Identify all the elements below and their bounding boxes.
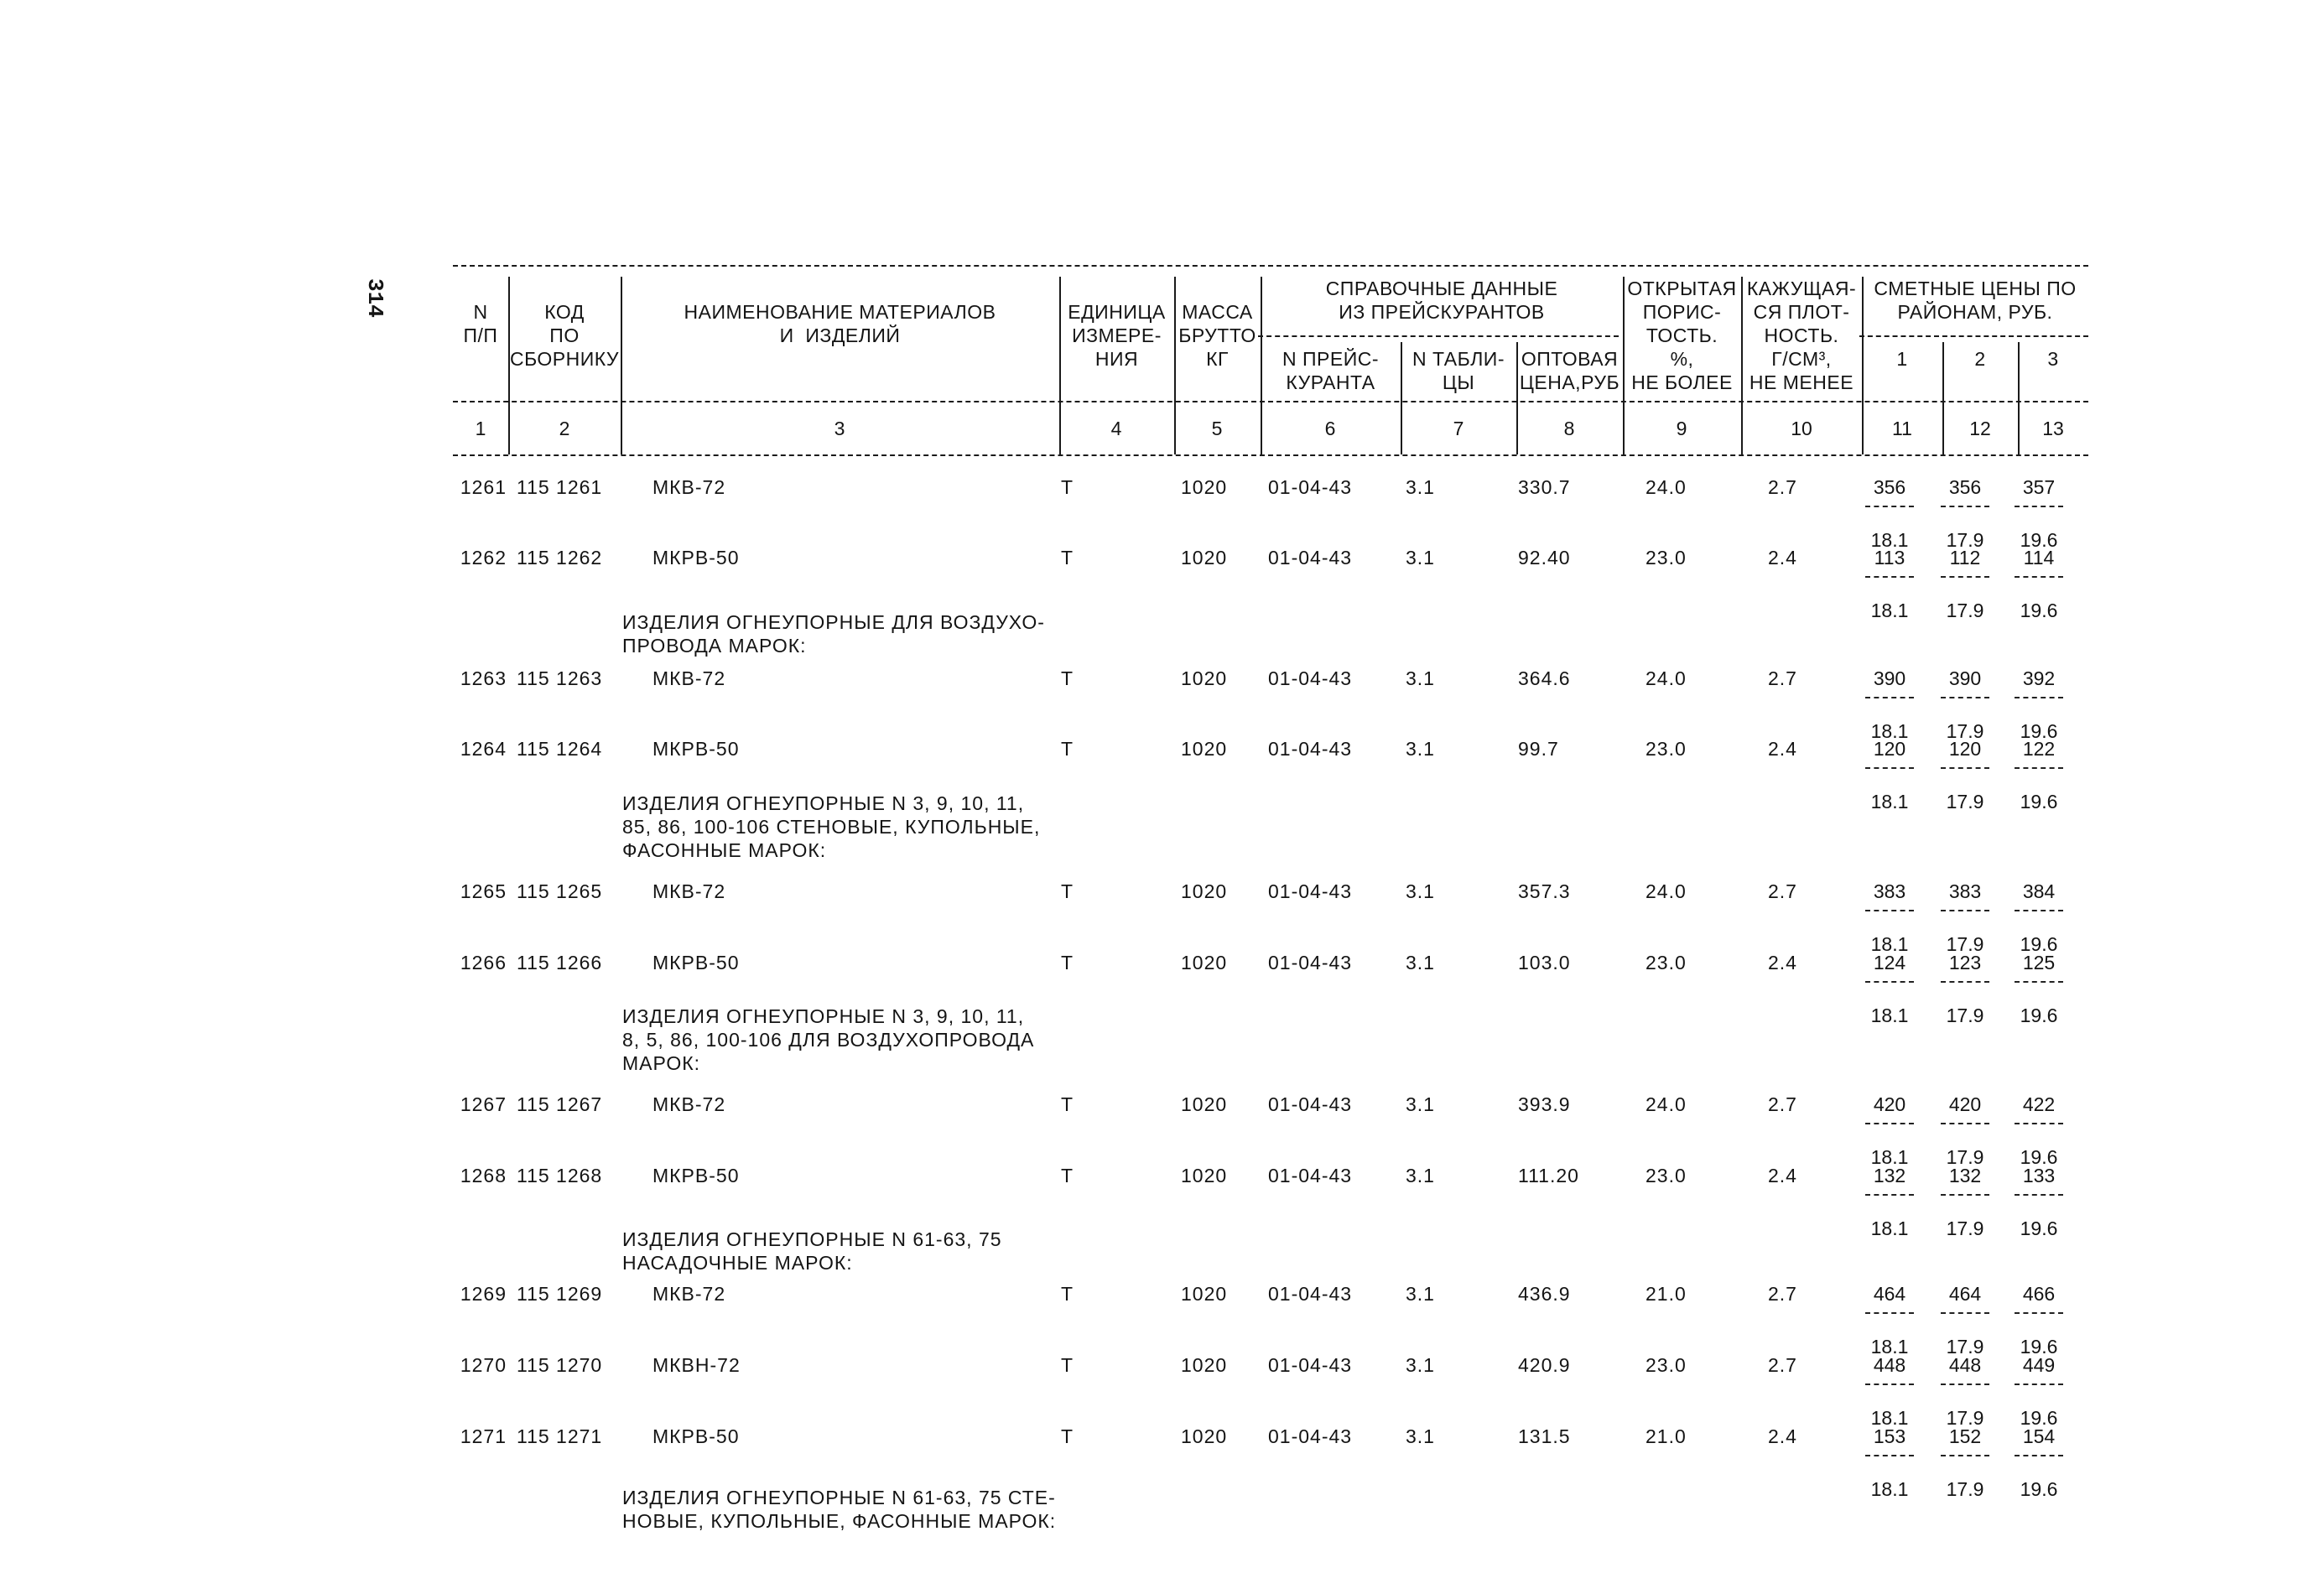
header-col3: НАИМЕНОВАНИЕ МАТЕРИАЛОВ И ИЗДЕЛИЙ (684, 301, 996, 346)
cell-name: МКРВ-50 (652, 547, 740, 568)
regional-price-value: 114 (2023, 547, 2055, 568)
column-number: 5 (1211, 418, 1223, 439)
regional-price-value: 383 (1873, 880, 1906, 902)
fraction-bar (1865, 1312, 1914, 1314)
fraction-bar (1865, 1455, 1914, 1456)
regional-price (1936, 547, 1994, 622)
cell-price: 364.6 (1518, 667, 1571, 689)
cell-price: 131.5 (1518, 1425, 1571, 1447)
column-number: 2 (559, 418, 570, 439)
regional-price (2009, 1425, 2068, 1501)
header-col1: N П/П (463, 301, 498, 346)
cell-price: 330.7 (1518, 476, 1571, 498)
regional-coefficient: 19.6 (2020, 791, 2058, 812)
cell-mass: 1020 (1181, 1283, 1228, 1305)
regional-coefficient: 18.1 (1870, 933, 1909, 955)
cell-price: 103.0 (1518, 952, 1571, 973)
regional-coefficient: 19.6 (2020, 720, 2058, 742)
group-heading: ИЗДЕЛИЯ ОГНЕУПОРНЫЕ ДЛЯ ВОЗДУХО- ПРОВОДА МАРОК: (622, 611, 1045, 657)
fraction-bar (1941, 697, 1989, 698)
regional-coefficient: 18.1 (1870, 1478, 1909, 1500)
cell-code: 115 1262 (517, 547, 603, 568)
cell-por: 23.0 (1646, 547, 1687, 568)
regional-price (1936, 738, 1994, 813)
regional-price (1936, 476, 1994, 552)
regional-price-value: 153 (1873, 1425, 1906, 1447)
regional-price-value: 392 (2022, 667, 2056, 689)
fraction-bar (1941, 576, 1989, 578)
regional-coefficient: 19.6 (2020, 1217, 2058, 1239)
cell-pk: 01-04-43 (1268, 1165, 1353, 1186)
regional-price (2009, 1283, 2068, 1358)
regional-coefficient: 19.6 (2020, 1005, 2058, 1026)
header-col5: МАССА БРУТТО КГ (1178, 301, 1256, 370)
cell-unit: Т (1061, 880, 1074, 902)
cell-mass: 1020 (1181, 1425, 1228, 1447)
regional-price (2009, 880, 2068, 956)
fraction-bar (1865, 1123, 1914, 1124)
regional-coefficient: 17.9 (1946, 1407, 1984, 1429)
cell-name: МКВ-72 (652, 880, 726, 902)
cell-mass: 1020 (1181, 1165, 1228, 1186)
regional-price-value: 152 (1948, 1425, 1982, 1447)
regional-price-value: 448 (1948, 1354, 1982, 1376)
regional-coefficient: 17.9 (1946, 791, 1984, 812)
cell-name: МКРВ-50 (652, 738, 740, 760)
regional-coefficient: 17.9 (1946, 600, 1984, 621)
regional-coefficient: 17.9 (1946, 1217, 1984, 1239)
cell-name: МКВ-72 (652, 667, 726, 689)
regional-price-value: 449 (2022, 1354, 2056, 1376)
cell-por: 24.0 (1646, 880, 1687, 902)
cell-por: 24.0 (1646, 667, 1687, 689)
fraction-bar (2015, 1455, 2063, 1456)
cell-pk: 01-04-43 (1268, 476, 1353, 498)
regional-coefficient: 18.1 (1870, 1146, 1909, 1168)
regional-coefficient: 17.9 (1946, 1146, 1984, 1168)
price-table (453, 260, 2088, 1560)
fraction-bar (1941, 910, 1989, 911)
cell-pk: 01-04-43 (1268, 952, 1353, 973)
column-number: 7 (1453, 418, 1464, 439)
cell-por: 23.0 (1646, 1354, 1687, 1376)
cell-n: 1270 (460, 1354, 507, 1376)
regional-coefficient: 18.1 (1870, 1217, 1909, 1239)
regional-price (1936, 880, 1994, 956)
cell-tab: 3.1 (1406, 952, 1435, 973)
cell-pk: 01-04-43 (1268, 1283, 1353, 1305)
header-col13: 3 (2047, 348, 2059, 370)
fraction-bar (2015, 767, 2063, 769)
fraction-bar (2015, 1194, 2063, 1196)
cell-unit: Т (1061, 1354, 1074, 1376)
fraction-bar (1865, 576, 1914, 578)
fraction-bar (2015, 1123, 2063, 1124)
column-number: 1 (475, 418, 486, 439)
cell-tab: 3.1 (1406, 1165, 1435, 1186)
cell-dens: 2.7 (1768, 667, 1797, 689)
cell-por: 23.0 (1646, 738, 1687, 760)
cell-pk: 01-04-43 (1268, 1354, 1353, 1376)
cell-tab: 3.1 (1406, 1354, 1435, 1376)
regional-price (2009, 667, 2068, 743)
fraction-bar (1941, 767, 1989, 769)
cell-por: 24.0 (1646, 1093, 1687, 1115)
regional-price-value: 390 (1948, 667, 1982, 689)
fraction-bar (1941, 1123, 1989, 1124)
cell-dens: 2.4 (1768, 952, 1797, 973)
cell-mass: 1020 (1181, 1354, 1228, 1376)
fraction-bar (1865, 910, 1914, 911)
cell-unit: Т (1061, 667, 1074, 689)
cell-unit: Т (1061, 547, 1074, 568)
regional-price-value: 357 (2022, 476, 2056, 498)
cell-code: 115 1261 (517, 476, 603, 498)
cell-price: 420.9 (1518, 1354, 1571, 1376)
regional-price (1936, 1165, 1994, 1240)
cell-pk: 01-04-43 (1268, 880, 1353, 902)
cell-pk: 01-04-43 (1268, 738, 1353, 760)
regional-coefficient: 18.1 (1870, 791, 1909, 812)
header-group-regions: СМЕТНЫЕ ЦЕНЫ ПО РАЙОНАМ, РУБ. (1874, 278, 2077, 323)
cell-mass: 1020 (1181, 547, 1228, 568)
regional-price-value: 356 (1873, 476, 1906, 498)
regional-coefficient: 18.1 (1870, 720, 1909, 742)
cell-name: МКРВ-50 (652, 952, 740, 973)
fraction-bar (2015, 910, 2063, 911)
cell-unit: Т (1061, 738, 1074, 760)
cell-code: 115 1270 (517, 1354, 603, 1376)
regional-coefficient: 17.9 (1946, 720, 1984, 742)
fraction-bar (1941, 981, 1989, 983)
group-heading: ИЗДЕЛИЯ ОГНЕУПОРНЫЕ N 61-63, 75 НАСАДОЧНЫЕ МАРОК: (622, 1228, 1002, 1274)
regional-coefficient: 18.1 (1870, 1407, 1909, 1429)
fraction-bar (1865, 697, 1914, 698)
fraction-bar (1865, 1384, 1914, 1385)
header-col11: 1 (1896, 348, 1908, 370)
cell-n: 1264 (460, 738, 507, 760)
header-col10: КАЖУЩАЯ- СЯ ПЛОТ- НОСТЬ. Г/СМ³, НЕ МЕНЕЕ (1746, 278, 1857, 393)
regional-price (2009, 738, 2068, 813)
regional-price (1936, 1093, 1994, 1169)
cell-n: 1271 (460, 1425, 507, 1447)
regional-price (1936, 1283, 1994, 1358)
cell-por: 21.0 (1646, 1425, 1687, 1447)
header-col12: 2 (1974, 348, 1986, 370)
header-col9: ОТКРЫТАЯ ПОРИС- ТОСТЬ. %, НЕ БОЛЕЕ (1627, 278, 1737, 393)
cell-n: 1268 (460, 1165, 507, 1186)
cell-unit: Т (1061, 1093, 1074, 1115)
cell-tab: 3.1 (1406, 1283, 1435, 1305)
regional-price-value: 464 (1873, 1283, 1906, 1305)
regional-price (1936, 1354, 1994, 1430)
regional-price (1860, 738, 1919, 813)
cell-name: МКВ-72 (652, 476, 726, 498)
cell-unit: Т (1061, 1165, 1074, 1186)
regional-coefficient: 19.6 (2020, 600, 2058, 621)
cell-dens: 2.7 (1768, 1093, 1797, 1115)
regional-coefficient: 19.6 (2020, 1478, 2058, 1500)
cell-dens: 2.4 (1768, 738, 1797, 760)
cell-dens: 2.7 (1768, 1283, 1797, 1305)
cell-por: 23.0 (1646, 952, 1687, 973)
regional-price (2009, 476, 2068, 552)
cell-tab: 3.1 (1406, 738, 1435, 760)
cell-por: 23.0 (1646, 1165, 1687, 1186)
regional-price-value: 124 (1873, 952, 1906, 973)
regional-price (1860, 547, 1919, 622)
column-number: 9 (1676, 418, 1687, 439)
column-number: 3 (834, 418, 845, 439)
regional-coefficient: 17.9 (1946, 933, 1984, 955)
cell-code: 115 1264 (517, 738, 603, 760)
regional-price-value: 466 (2022, 1283, 2056, 1305)
cell-price: 436.9 (1518, 1283, 1571, 1305)
fraction-bar (1941, 1384, 1989, 1385)
cell-unit: Т (1061, 1283, 1074, 1305)
regional-price (2009, 1165, 2068, 1240)
regional-coefficient: 18.1 (1870, 1005, 1909, 1026)
regional-price-value: 356 (1948, 476, 1982, 498)
fraction-bar (1865, 1194, 1914, 1196)
regional-price-value: 133 (2022, 1165, 2056, 1186)
regional-price-value: 122 (2022, 738, 2056, 760)
regional-price (1860, 476, 1919, 552)
group-heading: ИЗДЕЛИЯ ОГНЕУПОРНЫЕ N 3, 9, 10, 11, 8, 5, 86, 100-106 ДЛЯ ВОЗДУХОПРОВОДА МАРОК: (622, 1005, 1035, 1074)
regional-coefficient: 17.9 (1946, 529, 1984, 551)
cell-price: 393.9 (1518, 1093, 1571, 1115)
cell-code: 115 1267 (517, 1093, 603, 1115)
cell-mass: 1020 (1181, 952, 1228, 973)
cell-dens: 2.7 (1768, 880, 1797, 902)
regional-price (1860, 1354, 1919, 1430)
cell-unit: Т (1061, 476, 1074, 498)
regional-price-value: 123 (1948, 952, 1982, 973)
header-subgroup-rule (1258, 335, 1619, 337)
cell-tab: 3.1 (1406, 667, 1435, 689)
regional-coefficient: 19.6 (2020, 1407, 2058, 1429)
cell-code: 115 1269 (517, 1283, 603, 1305)
cell-n: 1263 (460, 667, 507, 689)
regional-price-value: 448 (1873, 1354, 1906, 1376)
cell-mass: 1020 (1181, 738, 1228, 760)
cell-pk: 01-04-43 (1268, 1093, 1353, 1115)
column-number: 11 (1892, 418, 1912, 439)
fraction-bar (2015, 1312, 2063, 1314)
cell-dens: 2.7 (1768, 476, 1797, 498)
regional-price-value: 422 (2022, 1093, 2056, 1115)
group-heading: ИЗДЕЛИЯ ОГНЕУПОРНЫЕ N 3, 9, 10, 11, 85, 86, 100-106 СТЕНОВЫЕ, КУПОЛЬНЫЕ, ФАСОННЫЕ МАРОК: (622, 792, 1041, 861)
regional-price (1860, 1093, 1919, 1169)
cell-mass: 1020 (1181, 1093, 1228, 1115)
regional-price-value: 154 (2022, 1425, 2056, 1447)
regional-price (1936, 667, 1994, 743)
regional-price-value: 390 (1873, 667, 1906, 689)
cell-price: 357.3 (1518, 880, 1571, 902)
column-number: 12 (1969, 418, 1991, 439)
regional-price (2009, 1093, 2068, 1169)
regional-coefficient: 17.9 (1946, 1005, 1984, 1026)
fraction-bar (2015, 697, 2063, 698)
regional-price-value: 120 (1873, 738, 1906, 760)
regional-price (1860, 667, 1919, 743)
cell-por: 21.0 (1646, 1283, 1687, 1305)
regional-price (1936, 1425, 1994, 1501)
cell-mass: 1020 (1181, 880, 1228, 902)
regional-price (1860, 1425, 1919, 1501)
fraction-bar (2015, 576, 2063, 578)
cell-n: 1269 (460, 1283, 507, 1305)
cell-tab: 3.1 (1406, 547, 1435, 568)
column-number: 6 (1324, 418, 1336, 439)
cell-code: 115 1266 (517, 952, 603, 973)
header-col4: ЕДИНИЦА ИЗМЕРЕ- НИЯ (1068, 301, 1166, 370)
cell-n: 1265 (460, 880, 507, 902)
regional-price-value: 464 (1948, 1283, 1982, 1305)
cell-code: 115 1268 (517, 1165, 603, 1186)
regional-price (2009, 1354, 2068, 1430)
column-number: 13 (2042, 418, 2064, 439)
header-col7: N ТАБЛИ- ЦЫ (1412, 348, 1505, 393)
header-subgroup-rule-regions (1859, 335, 2088, 337)
cell-dens: 2.7 (1768, 1354, 1797, 1376)
fraction-bar (1941, 506, 1989, 507)
fraction-bar (2015, 1384, 2063, 1385)
regional-price (1860, 1283, 1919, 1358)
regional-price (1860, 880, 1919, 956)
fraction-bar (1941, 1312, 1989, 1314)
cell-name: МКВ-72 (652, 1283, 726, 1305)
cell-por: 24.0 (1646, 476, 1687, 498)
column-number: 4 (1110, 418, 1122, 439)
fraction-bar (1941, 1194, 1989, 1196)
cell-unit: Т (1061, 952, 1074, 973)
regional-coefficient: 19.6 (2020, 529, 2058, 551)
regional-price (2009, 547, 2068, 622)
regional-price-value: 384 (2022, 880, 2056, 902)
cell-n: 1261 (460, 476, 507, 498)
cell-code: 115 1265 (517, 880, 603, 902)
header-col6: N ПРЕЙС- КУРАНТА (1282, 348, 1379, 393)
regional-price-value: 420 (1948, 1093, 1982, 1115)
regional-price (1860, 1165, 1919, 1240)
cell-pk: 01-04-43 (1268, 1425, 1353, 1447)
header-col2: КОД ПО СБОРНИКУ (509, 301, 620, 370)
cell-dens: 2.4 (1768, 547, 1797, 568)
cell-n: 1262 (460, 547, 507, 568)
cell-tab: 3.1 (1406, 476, 1435, 498)
cell-code: 115 1263 (517, 667, 603, 689)
cell-mass: 1020 (1181, 476, 1228, 498)
regional-coefficient: 17.9 (1946, 1336, 1984, 1358)
header-col8: ОПТОВАЯ ЦЕНА,РУБ (1519, 348, 1620, 393)
regional-coefficient: 18.1 (1870, 1336, 1909, 1358)
cell-mass: 1020 (1181, 667, 1228, 689)
colnum-bottom-rule (453, 454, 2088, 456)
regional-coefficient: 18.1 (1870, 600, 1909, 621)
fraction-bar (1865, 767, 1914, 769)
page-number: 314 (362, 278, 387, 318)
column-number: 8 (1563, 418, 1575, 439)
cell-pk: 01-04-43 (1268, 547, 1353, 568)
cell-pk: 01-04-43 (1268, 667, 1353, 689)
regional-coefficient: 18.1 (1870, 529, 1909, 551)
regional-price-value: 420 (1873, 1093, 1906, 1115)
header-top-rule (453, 265, 2088, 267)
regional-price (1936, 952, 1994, 1027)
header-bottom-rule (453, 401, 2088, 402)
group-heading: ИЗДЕЛИЯ ОГНЕУПОРНЫЕ N 61-63, 75 СТЕ- НОВЫЕ, КУПОЛЬНЫЕ, ФАСОННЫЕ МАРОК: (622, 1487, 1057, 1532)
cell-dens: 2.4 (1768, 1425, 1797, 1447)
cell-price: 92.40 (1518, 547, 1571, 568)
cell-name: МКВ-72 (652, 1093, 726, 1115)
cell-n: 1267 (460, 1093, 507, 1115)
regional-coefficient: 19.6 (2020, 1336, 2058, 1358)
regional-price-value: 132 (1873, 1165, 1906, 1186)
regional-price (1860, 952, 1919, 1027)
regional-coefficient: 19.6 (2020, 933, 2058, 955)
regional-price-value: 132 (1948, 1165, 1982, 1186)
regional-price-value: 120 (1948, 738, 1982, 760)
regional-price (2009, 952, 2068, 1027)
fraction-bar (2015, 506, 2063, 507)
cell-tab: 3.1 (1406, 1425, 1435, 1447)
cell-name: МКРВ-50 (652, 1165, 740, 1186)
regional-price-value: 112 (1949, 547, 1981, 568)
cell-name: МКРВ-50 (652, 1425, 740, 1447)
cell-dens: 2.4 (1768, 1165, 1797, 1186)
cell-name: МКВН-72 (652, 1354, 741, 1376)
fraction-bar (2015, 981, 2063, 983)
cell-code: 115 1271 (517, 1425, 603, 1447)
regional-price-value: 125 (2022, 952, 2056, 973)
header-group-price: СПРАВОЧНЫЕ ДАННЫЕ ИЗ ПРЕЙСКУРАНТОВ (1325, 278, 1558, 323)
fraction-bar (1865, 506, 1914, 507)
cell-tab: 3.1 (1406, 1093, 1435, 1115)
regional-coefficient: 17.9 (1946, 1478, 1984, 1500)
regional-price-value: 383 (1948, 880, 1982, 902)
cell-tab: 3.1 (1406, 880, 1435, 902)
cell-n: 1266 (460, 952, 507, 973)
cell-unit: Т (1061, 1425, 1074, 1447)
regional-coefficient: 19.6 (2020, 1146, 2058, 1168)
cell-price: 99.7 (1518, 738, 1559, 760)
fraction-bar (1865, 981, 1914, 983)
cell-price: 111.20 (1518, 1165, 1579, 1186)
fraction-bar (1941, 1455, 1989, 1456)
regional-price-value: 113 (1874, 547, 1905, 568)
column-number: 10 (1791, 418, 1812, 439)
